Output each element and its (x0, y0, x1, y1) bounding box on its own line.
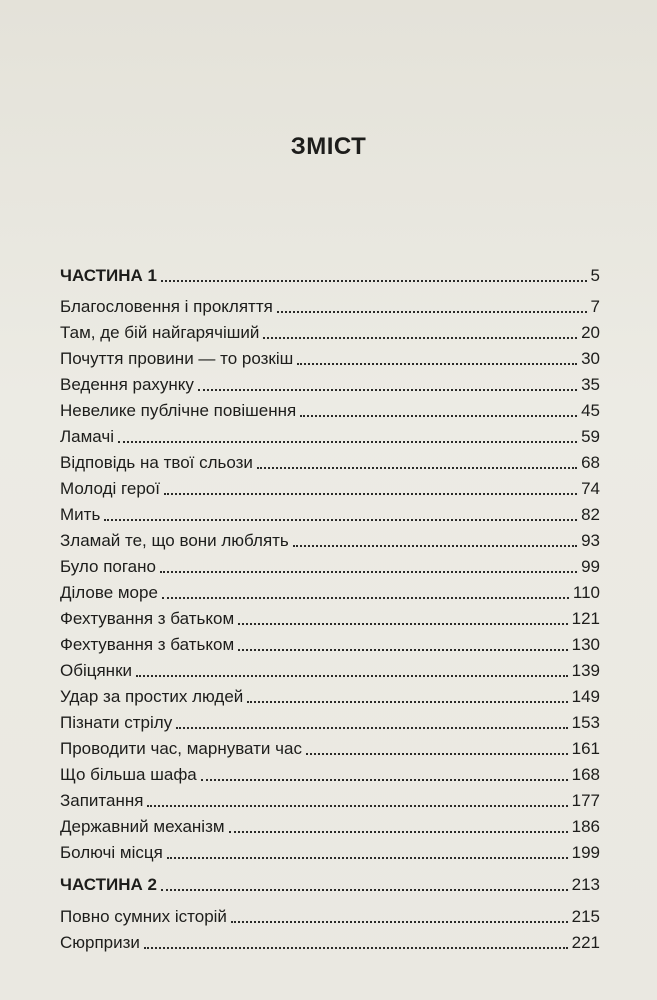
toc-entry-label: Молоді герої (60, 479, 160, 498)
toc-page-number: 149 (571, 687, 600, 706)
dot-leader (201, 779, 568, 781)
dot-leader (160, 571, 577, 573)
dot-leader (238, 649, 567, 651)
dot-leader (297, 363, 577, 365)
toc-entry-label: Проводити час, марнувати час (60, 739, 302, 758)
toc-entry-label: Пізнати стрілу (60, 713, 173, 732)
toc-page-number: 20 (581, 323, 600, 342)
toc-entry-label: Повно сумних історій (60, 907, 227, 926)
toc-entry-label: Там, де бій найгарячіший (60, 323, 260, 342)
dot-leader (104, 519, 577, 521)
dot-leader (238, 623, 567, 625)
dot-leader (164, 493, 577, 495)
dot-leader (144, 947, 568, 949)
toc-page-number: 153 (571, 713, 600, 732)
toc-entry (60, 582, 600, 604)
dot-leader (136, 675, 568, 677)
toc-entry (60, 712, 600, 734)
toc-entry (60, 842, 600, 864)
toc-page-number: 110 (572, 583, 600, 602)
dot-leader (229, 831, 568, 833)
toc-page-number: 139 (571, 661, 600, 680)
dot-leader (231, 921, 568, 923)
dot-leader (167, 857, 568, 859)
toc-page-number: 35 (581, 375, 600, 394)
toc-entry (60, 296, 600, 318)
toc-page-number: 5 (590, 266, 600, 285)
toc-page-number: 121 (571, 609, 600, 628)
toc-page-number: 7 (590, 297, 600, 316)
toc-page-number: 177 (571, 791, 600, 810)
toc-entry-label: Фехтування з батьком (60, 635, 235, 654)
toc-entry (60, 660, 600, 682)
toc-entry-label: Ділове море (60, 583, 158, 602)
toc-entry (60, 738, 600, 760)
dot-leader (247, 701, 567, 703)
dot-leader (176, 727, 567, 729)
toc-entry-label: Невелике публічне повішення (60, 401, 297, 420)
toc-entry (60, 452, 600, 474)
dot-leader (161, 889, 568, 891)
toc-page-number: 130 (571, 635, 600, 654)
toc-entry-label: Державний механізм (60, 817, 225, 836)
toc-part-label: ЧАСТИНА 2 (60, 875, 157, 894)
toc-entry (60, 478, 600, 500)
toc-page-number: 45 (581, 401, 600, 420)
dot-leader (147, 805, 567, 807)
dot-leader (198, 389, 577, 391)
toc-page-number: 99 (581, 557, 600, 576)
dot-leader (263, 337, 577, 339)
toc-page-number: 68 (581, 453, 600, 472)
toc-entry-label: Запитання (60, 791, 144, 810)
toc-entry-label: Сюрпризи (60, 933, 140, 952)
toc-entry-label: Зламай те, що вони люблять (60, 531, 289, 550)
dot-leader (277, 311, 587, 313)
toc-page-number: 168 (571, 765, 600, 784)
toc-part-label: ЧАСТИНА 1 (60, 266, 157, 285)
toc-entry (60, 322, 600, 344)
toc-entry-label: Було погано (60, 557, 156, 576)
dot-leader (306, 753, 568, 755)
toc-entry (60, 530, 600, 552)
toc-entry (60, 608, 600, 630)
toc-entry-label: Благословення і прокляття (60, 297, 273, 316)
page-title: ЗМІСТ (290, 133, 367, 160)
toc-entry (60, 816, 600, 838)
toc-page-number: 199 (571, 843, 600, 862)
toc-entry (60, 932, 600, 954)
toc-entry (60, 504, 600, 526)
dot-leader (161, 280, 587, 282)
toc-page-number: 30 (581, 349, 600, 368)
dot-leader (300, 415, 577, 417)
toc-page-number: 59 (581, 427, 600, 446)
toc-entry-label: Відповідь на твої сльози (60, 453, 253, 472)
toc-page-number: 82 (581, 505, 600, 524)
toc-part-2 (60, 874, 600, 896)
toc-entry (60, 348, 600, 370)
toc-page-number: 215 (571, 907, 600, 926)
dot-leader (118, 441, 577, 443)
toc-entry (60, 634, 600, 656)
toc-page-number: 161 (571, 739, 600, 758)
toc-page-number: 186 (571, 817, 600, 836)
toc-entry (60, 790, 600, 812)
toc-page-number: 221 (571, 933, 600, 952)
toc-entry (60, 400, 600, 422)
toc-entry-label: Почуття провини — то розкіш (60, 349, 294, 368)
dot-leader (293, 545, 577, 547)
dot-leader (257, 467, 577, 469)
toc-entry (60, 764, 600, 786)
dot-leader (162, 597, 569, 599)
toc-entry-label: Болючі місця (60, 843, 163, 862)
toc-entry-label: Удар за простих людей (60, 687, 244, 706)
toc-entry-label: Ведення рахунку (60, 375, 194, 394)
toc-entry (60, 374, 600, 396)
toc-page-number: 93 (581, 531, 600, 550)
toc-entry (60, 556, 600, 578)
toc-page-number: 74 (581, 479, 600, 498)
toc-entry (60, 686, 600, 708)
toc-entry-label: Фехтування з батьком (60, 609, 235, 628)
toc-entry-label: Що більша шафа (60, 765, 197, 784)
toc-part-1 (60, 265, 600, 287)
toc-entry-label: Обіцянки (60, 661, 133, 680)
toc-page-number: 213 (571, 875, 600, 894)
toc-entry-label: Мить (60, 505, 101, 524)
toc-entry-label: Ламачі (60, 427, 115, 446)
toc-entry (60, 426, 600, 448)
toc-entry (60, 906, 600, 928)
